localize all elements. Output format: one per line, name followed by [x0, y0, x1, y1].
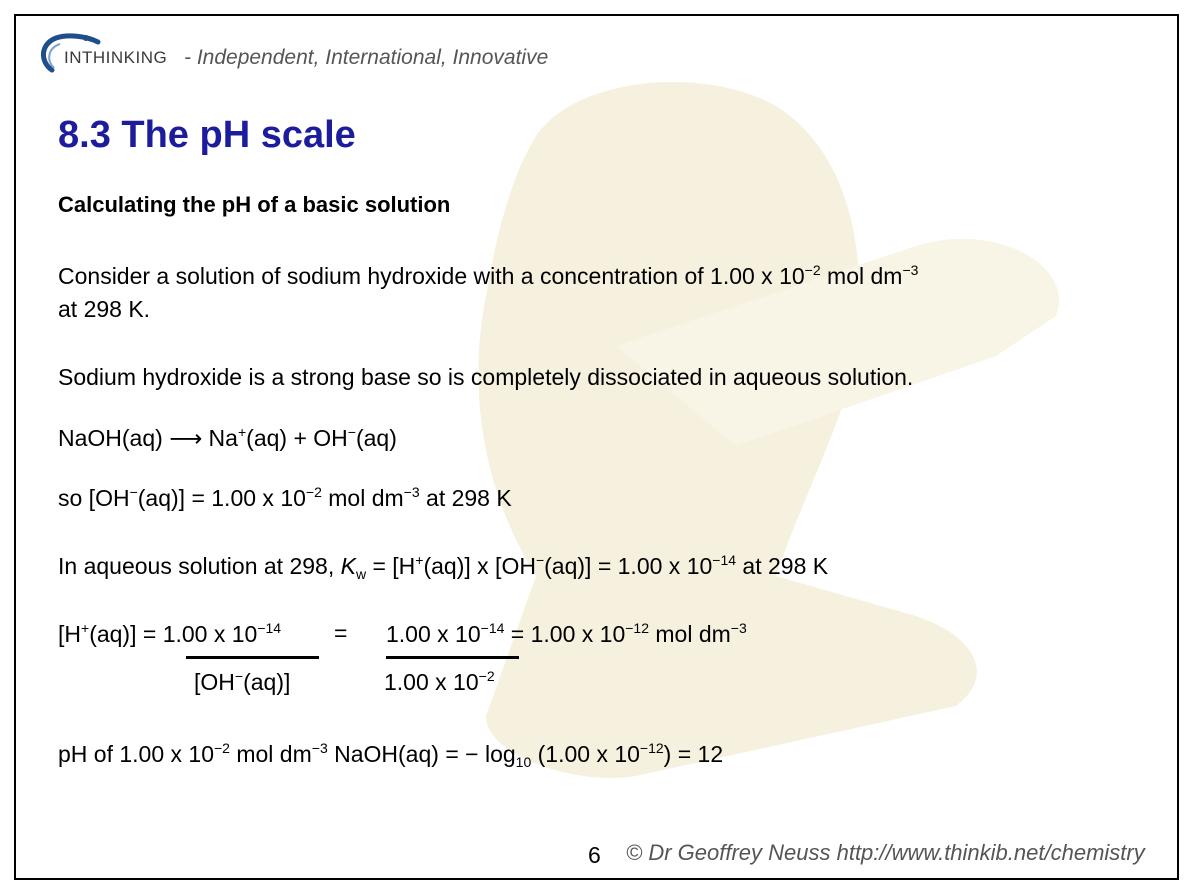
- fraction-numerator: 1.00 x 10: [386, 621, 481, 647]
- tagline: - Independent, International, Innovative: [184, 46, 549, 69]
- slide: [14, 14, 1179, 880]
- text: (aq)]: [243, 669, 291, 695]
- superscript: −2: [804, 262, 821, 278]
- text: (aq)] x [OH: [423, 553, 536, 579]
- fraction-numerator: 1.00 x 10: [162, 621, 258, 647]
- text: NaOH(aq) = − log: [327, 741, 516, 767]
- superscript: +: [415, 552, 424, 568]
- text: (aq)] = 1.00 x 10: [137, 485, 306, 511]
- text: Consider a solution of sodium hydroxide with a concentration of 1.00 x 10: [58, 263, 805, 289]
- superscript: −14: [257, 620, 282, 636]
- text: (1.00 x 10: [531, 741, 640, 767]
- text-line-strong-base: Sodium hydroxide is a strong base so is completely dissociated in aqueous solution.: [58, 364, 914, 390]
- text: = 1.00 x 10: [504, 621, 626, 647]
- kw-symbol: K: [340, 553, 356, 579]
- superscript: −3: [311, 740, 328, 756]
- text: [H: [58, 621, 81, 647]
- subscript: w: [355, 566, 367, 582]
- superscript: −3: [902, 262, 919, 278]
- superscript: −14: [712, 552, 737, 568]
- text: at 298 K: [736, 553, 829, 579]
- text: NaOH(aq) ⟶ Na: [58, 425, 238, 451]
- subscript: 10: [515, 754, 532, 770]
- footer-credit: © Dr Geoffrey Neuss http://www.thinkib.net/chemistry: [626, 840, 1145, 865]
- text: (aq): [355, 425, 397, 451]
- equation-hydroxide-concentration: [58, 484, 512, 512]
- logo-wordmark: INTHINKING: [64, 48, 168, 67]
- page-number: 6: [588, 842, 601, 868]
- superscript: −3: [403, 484, 420, 500]
- text: = [H: [366, 553, 416, 579]
- equation-kw: [58, 552, 828, 582]
- superscript: −14: [480, 620, 505, 636]
- text: mol dm: [229, 741, 312, 767]
- superscript: −3: [730, 620, 747, 636]
- superscript: −: [347, 424, 356, 440]
- superscript: −: [129, 484, 138, 500]
- text: (aq) + OH: [246, 425, 348, 451]
- text: ) = 12: [663, 741, 724, 767]
- text: 1.00 x 10: [384, 669, 479, 695]
- text: In aqueous solution at 298,: [58, 553, 341, 579]
- text: so [OH: [58, 485, 130, 511]
- superscript: −12: [639, 740, 664, 756]
- text: at 298 K: [419, 485, 512, 511]
- text-line-temperature: at 298 K.: [58, 296, 151, 322]
- fraction-denominator: [194, 668, 290, 696]
- text-line-concentration: [58, 262, 918, 290]
- text: (aq)] =: [89, 621, 163, 647]
- text: mol dm: [648, 621, 731, 647]
- text: mol dm: [820, 263, 903, 289]
- superscript: −: [535, 552, 545, 568]
- text: pH of 1.00 x 10: [58, 741, 214, 767]
- text: mol dm: [321, 485, 404, 511]
- page-title: 8.3 The pH scale: [58, 114, 356, 156]
- superscript: −: [234, 668, 244, 684]
- equation-dissociation: [58, 424, 397, 452]
- superscript: +: [81, 620, 90, 636]
- text: (aq)] = 1.00 x 10: [544, 553, 713, 579]
- superscript: −2: [478, 668, 495, 684]
- fraction-bar: [386, 656, 519, 659]
- equation-hydrogen-right: [386, 620, 747, 648]
- superscript: −2: [305, 484, 322, 500]
- superscript: −2: [214, 740, 230, 756]
- fraction-denominator: [384, 668, 495, 696]
- equation-ph-result: [58, 740, 723, 770]
- text: [OH: [194, 669, 235, 695]
- equation-hydrogen-left: [58, 620, 281, 648]
- section-subtitle: Calculating the pH of a basic solution: [58, 192, 451, 217]
- equals-sign: =: [334, 620, 348, 646]
- fraction-bar: [186, 656, 319, 659]
- superscript: +: [237, 424, 247, 440]
- superscript: −12: [625, 620, 649, 636]
